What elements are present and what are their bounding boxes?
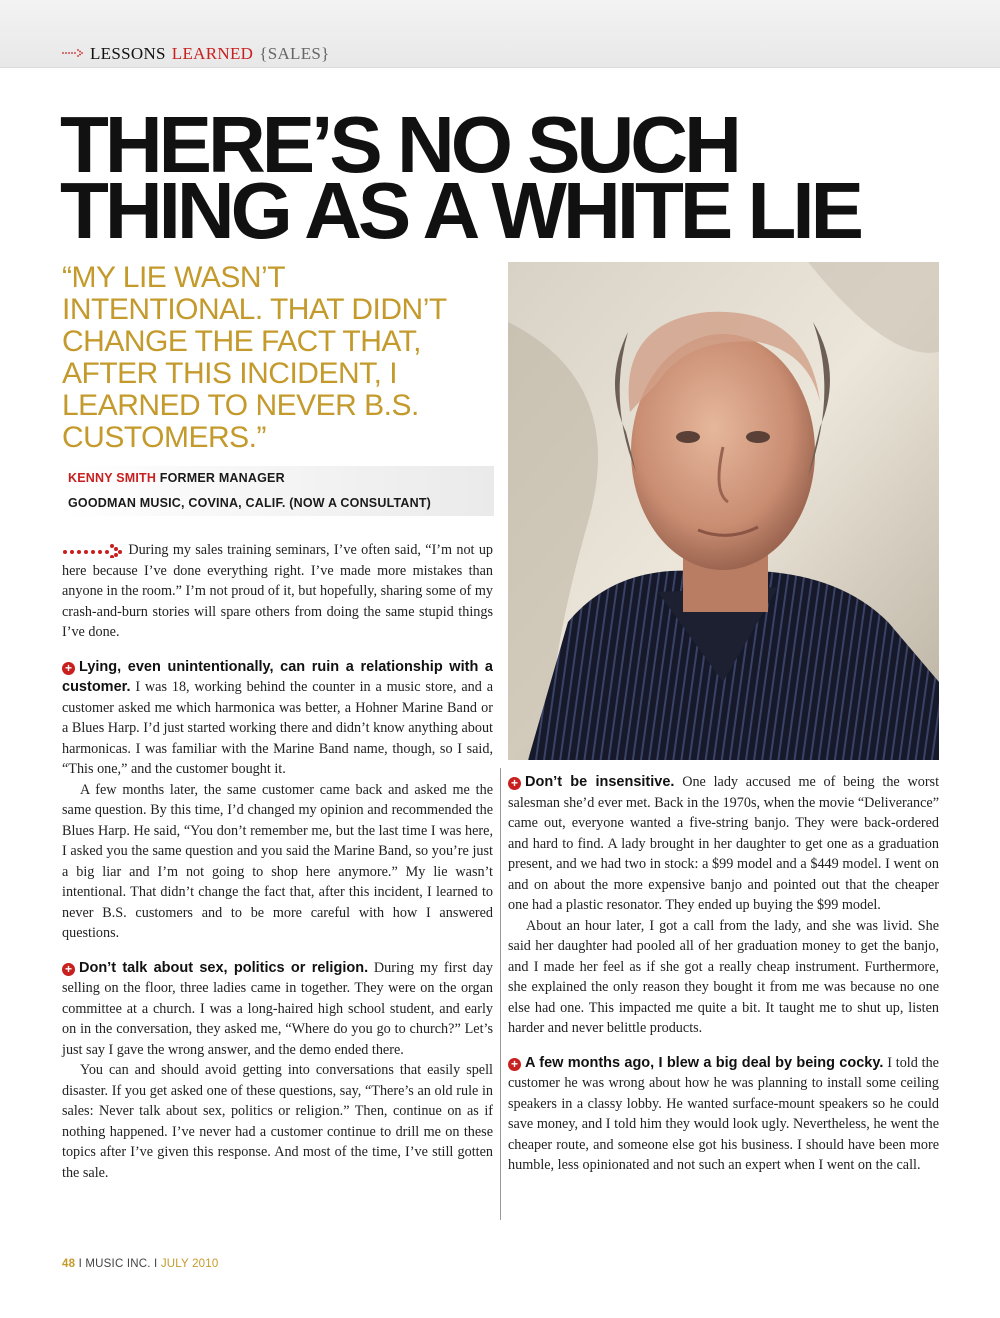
headline-line-1: THERE’S NO SUCH	[60, 100, 738, 189]
portrait-photo	[508, 262, 939, 760]
plus-icon: +	[62, 963, 75, 976]
byline-company: GOODMAN MUSIC, COVINA, CALIF. (NOW A CONSULTANT)	[62, 491, 494, 516]
right-column	[508, 772, 939, 1176]
issue-date: JULY 2010	[160, 1258, 219, 1270]
section-4-text: I told the customer he was wrong about how he was planning to install some ceiling speakers in a classy lobby. He wanted surface-mount speakers so he could save money, and I told him they would look ugly. Nevertheless, he went the cheaper route, and someone else got his business. I should have been more humble, less opinionated and not such an expert when I went on the call.	[508, 1054, 939, 1173]
page-footer	[62, 1258, 218, 1270]
section-word-learned: LEARNED	[171, 44, 254, 63]
headline	[60, 100, 960, 255]
dotted-arrow-icon	[62, 544, 124, 558]
section-word-lessons: LESSONS	[90, 44, 166, 63]
intro-paragraph	[62, 540, 493, 643]
byline-title: FORMER MANAGER	[159, 471, 285, 485]
section-1-text: I was 18, working behind the counter in a music store, and a customer asked me which harmonica was better, a Hohner Marine Band or a Blues Harp. I’d just started working there and didn’t know anything about harmonicas. I was familiar with the Marine Band name, though, so I said, “This one,” and the customer bought it.	[62, 679, 493, 777]
intro-text: During my sales training seminars, I’ve often said, “I’m not up here because I’ve done everything right. I’ve made more mistakes than anyone in the room.” I’m not proud of it, but hopefully, sharing some of my crash-and-burn stories will spare others from doing the same stupid things I’ve done.	[62, 542, 494, 640]
byline-name	[62, 466, 494, 491]
section-3-text: One lady accused me of being the worst salesman she’d ever met. Back in the 1970s, when the movie “Deliverance” came out, everyone wanted a five-string banjo. They were back-ordered and hard to find. A lady brought in her daughter to get one as a graduation present, and we had two in stock: a $99 model and a $449 model. I went on and on about the more expensive banjo and pointed out that the cheaper one had a plastic resonator. They ended up buying the $99 model.	[508, 774, 940, 913]
section-word-sales: {SALES}	[259, 44, 330, 63]
section-4-paragraph	[508, 1053, 939, 1176]
section-1-lead: Lying, even unintentionally, can ruin a relationship with a customer.	[62, 658, 493, 695]
section-3-paragraph	[508, 772, 939, 916]
footer-separator: I	[150, 1258, 161, 1270]
section-2-text: During my first day selling on the floor, three ladies came in together. They were on the organ committee at a church. I was a long-haired high school student, and early on in the conversation, they asked me, “Where do you go to church?” Let’s just say I gave the wrong answer, and the demo ended there.	[62, 959, 493, 1058]
page-number: 48	[62, 1258, 76, 1270]
section-4-lead: A few months ago, I blew a big deal by being cocky.	[525, 1054, 884, 1071]
section-2-paragraph-2: You can and should avoid getting into conversations that easily spell disaster. If you get asked one of these questions, say, “There’s an old rule in sales: Never talk about sex, politics or religion.” Then, continue on as if nothing happened. I’ve never had a customer continue to drill me on these topics after I’ve given this response. And most of the time, I’ve still gotten the sale.	[62, 1062, 493, 1181]
section-1-paragraph-2: A few months later, the same customer came back and asked me the same question. By this time, I’d changed my opinion and recommended the Blues Harp. He said, “You don’t remember me, but the last time I was here, I asked you the same question and you said the Marine Band, so you’re just a big liar and I’m not going to shop here anymore.” My lie wasn’t intentional. That didn’t change the fact that, after this incident, I learned to never B.S. customers and to be more careful with how I answered questions.	[62, 781, 493, 941]
left-column	[62, 540, 493, 1183]
dotted-arrow-icon	[62, 47, 84, 62]
section-3-lead: Don’t be insensitive.	[525, 774, 675, 790]
magazine-name: MUSIC INC.	[85, 1258, 151, 1270]
column-divider	[500, 768, 501, 1220]
pull-quote: “MY LIE WASN’T INTENTIONAL. THAT DIDN’T CHANGE THE FACT THAT, AFTER THIS INCIDENT, I LEARNED TO NEVER B.S. CUSTOMERS.”	[62, 261, 447, 454]
section-2-paragraph	[62, 958, 493, 1061]
section-1-paragraph	[62, 657, 493, 780]
plus-icon: +	[508, 777, 521, 790]
plus-icon: +	[62, 662, 75, 675]
section-header	[62, 44, 330, 64]
byline-person: KENNY SMITH	[68, 471, 157, 485]
plus-icon: +	[508, 1058, 521, 1071]
footer-separator: I	[75, 1258, 86, 1270]
section-3-paragraph-2: About an hour later, I got a call from the lady, and she was livid. She said her daughter had pooled all of her graduation money to get the banjo, and I made her feel as if she got a really cheap instrument. Furthermore, she explained the only reason they bought it from me was because no one else had one. This impacted me quite a bit. It taught me to shut up, listen harder and never belittle products.	[508, 917, 939, 1036]
headline-line-2: THING AS A WHITE LIE	[60, 166, 860, 255]
section-2-lead: Don’t talk about sex, politics or religion.	[79, 959, 369, 976]
